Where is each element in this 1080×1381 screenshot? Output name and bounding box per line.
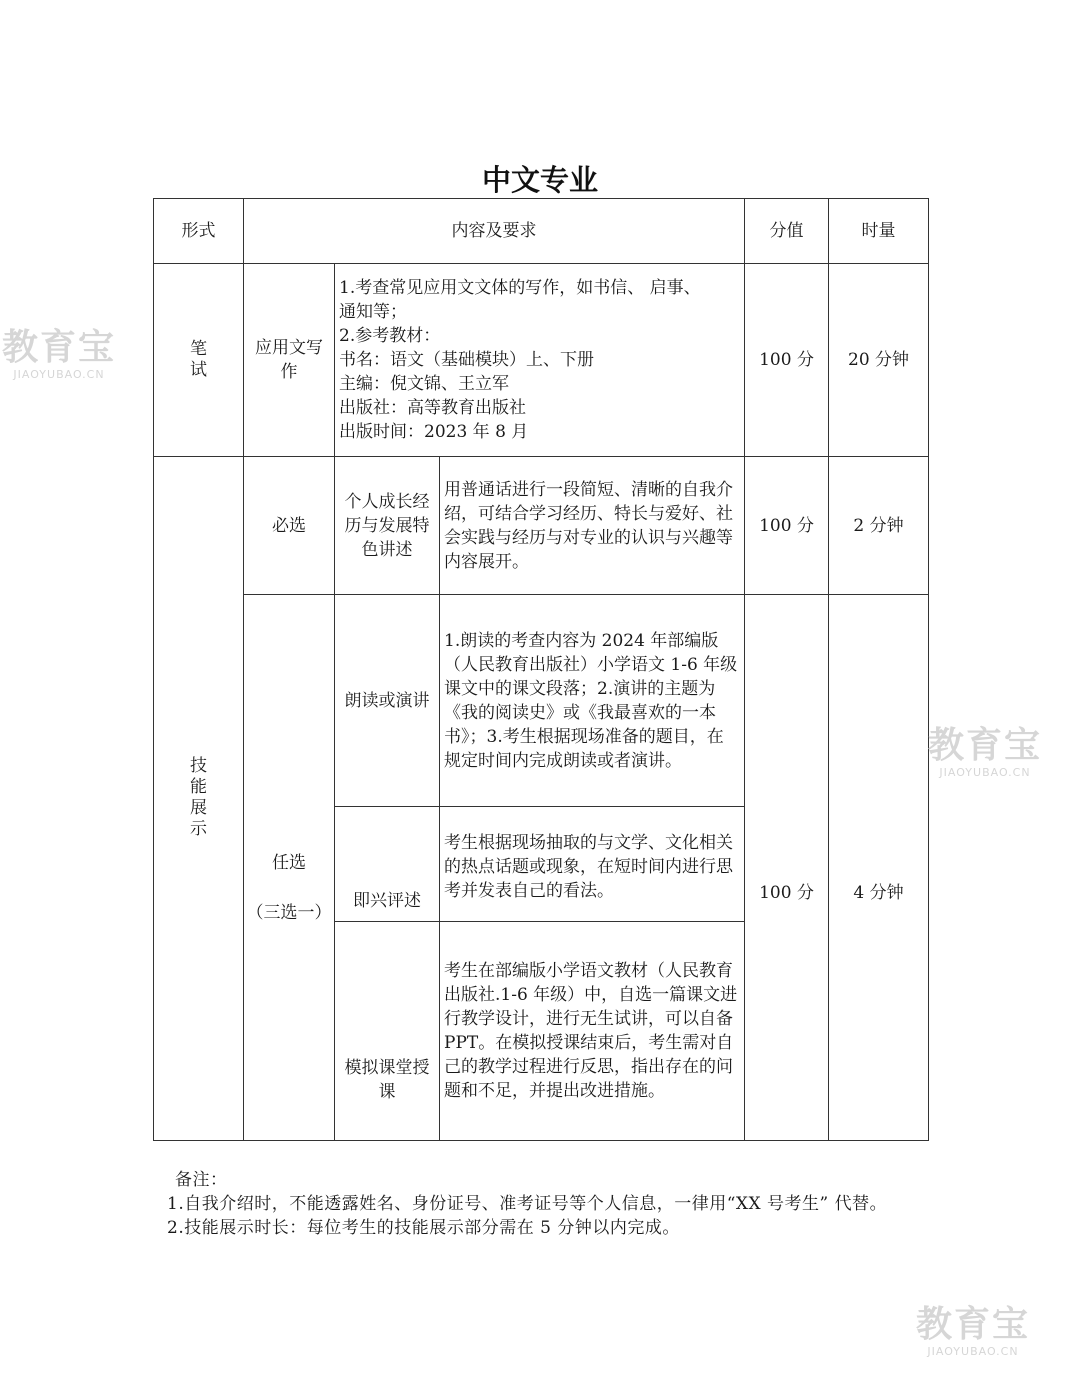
optional-item-content: 1.朗读的考查内容为 2024 年部编版（人民教育出版社）小学语文 1-6 年级课文中的课文段落；2.演讲的主题为《我的阅读史》或《我最喜欢的一本书》；3.考生根据现场准备的题目，在规定时间内完成朗读或者演讲。: [440, 595, 745, 807]
optional-item-name: 即兴评述: [335, 807, 440, 922]
table-row-written: [154, 264, 929, 457]
optional-sublabel: （三选一）: [246, 902, 332, 923]
written-content-line: 出版时间：2023 年 8 月: [339, 422, 529, 442]
header-score: 分值: [745, 199, 829, 264]
required-content: 用普通话进行一段简短、清晰的自我介绍，可结合学习经历、特长与爱好、社会实践与经历与对专业的认识与兴趣等内容展开。: [440, 457, 745, 595]
written-content-line: 出版社：高等教育出版社: [339, 398, 526, 418]
header-content: 内容及要求: [244, 199, 745, 264]
watermark-brand: 教育宝: [928, 725, 1043, 766]
optional-item-content: 考生根据现场抽取的与文学、文化相关的热点话题或现象，在短时间内进行思考并发表自己的看法。: [440, 807, 745, 922]
notes-item: 2.技能展示时长：每位考生的技能展示部分需在 5 分钟以内完成。: [167, 1218, 680, 1238]
watermark-brand: 教育宝: [916, 1304, 1031, 1345]
table-row-required: [154, 457, 929, 595]
written-content-line: 2.参考教材：: [339, 326, 441, 346]
required-score: 100 分: [745, 457, 829, 595]
written-subject: 应用文写作: [244, 264, 335, 457]
table-row-optional-reading: [154, 595, 929, 807]
written-content-line: 书名：语文（基础模块）上、下册: [339, 350, 594, 370]
required-item: 个人成长经历与发展特色讲述: [335, 457, 440, 595]
required-label: 必选: [244, 457, 335, 595]
required-time: 2 分钟: [829, 457, 929, 595]
notes: [167, 1168, 932, 1240]
watermark-logo: [928, 726, 1042, 779]
written-content: [335, 264, 745, 457]
written-content-line: 通知等；: [339, 302, 407, 322]
skills-form: 技能展示: [190, 756, 207, 839]
watermark-domain: JIAOYUBAO.CN: [939, 766, 1031, 779]
exam-table: [153, 198, 929, 1141]
watermark-domain: JIAOYUBAO.CN: [927, 1345, 1019, 1358]
watermark-domain: JIAOYUBAO.CN: [13, 368, 105, 381]
written-form-cell: [154, 264, 244, 457]
written-score: 100 分: [745, 264, 829, 457]
table-header-row: [154, 199, 929, 264]
optional-time: 4 分钟: [829, 595, 929, 1141]
optional-label-cell: [244, 595, 335, 1141]
notes-item: 1.自我介绍时，不能透露姓名、身份证号、准考证号等个人信息，一律用“XX 号考生” 代替。: [167, 1194, 888, 1214]
header-time: 时量: [829, 199, 929, 264]
watermark-logo: [2, 328, 116, 381]
notes-heading: 备注：: [175, 1170, 228, 1190]
written-content-line: 1.考查常见应用文文体的写作，如书信、 启事、: [339, 278, 701, 298]
optional-item-content: 考生在部编版小学语文教材（人民教育出版社.1-6 年级）中，自选一篇课文进行教学设计，进行无生试讲，可以自备 PPT。在模拟授课结束后，考生需对自己的教学过程进行反思，指出存在的问题和不足，并提出改进措施。: [440, 922, 745, 1141]
optional-item-name: 朗读或演讲: [335, 595, 440, 807]
optional-score: 100 分: [745, 595, 829, 1141]
optional-item-name: 模拟课堂授课: [335, 922, 440, 1141]
skills-form-cell: [154, 457, 244, 1141]
page-title: 中文专业: [481, 163, 598, 197]
written-content-line: 主编：倪文锦、王立军: [339, 374, 509, 394]
header-form: 形式: [154, 199, 244, 264]
written-time: 20 分钟: [829, 264, 929, 457]
optional-label: 任选: [272, 852, 306, 873]
written-form: 笔试: [190, 338, 207, 380]
watermark-logo: [916, 1305, 1030, 1358]
watermark-brand: 教育宝: [2, 327, 117, 368]
